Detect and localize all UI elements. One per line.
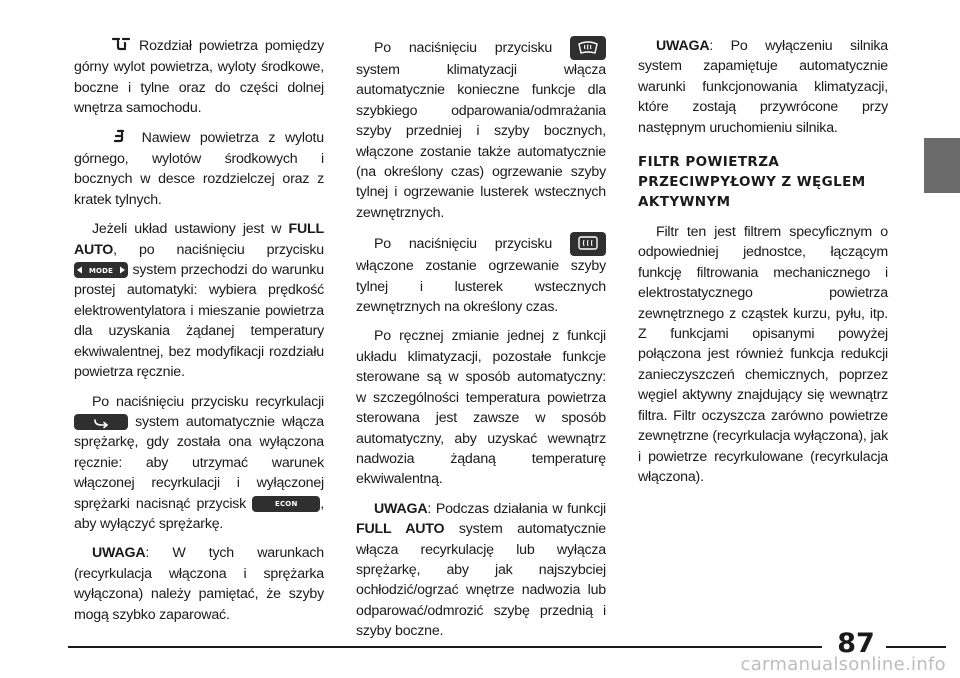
paragraph-defrost-button: Po naciśnięciu przycisku system klimatyzacji włącza automatycznie konieczne funkcje dla szybkiego odparowania/odmrażania szyby przedniej i szyby bocznych, włączone zostanie także automatycznie (na określony czas) ogrzewanie szyby tylnej i ogrzewanie lusterek wstecznych zewnętrznych. [356,36,606,223]
svg-text:MODE: MODE [88,267,114,276]
paragraph-filter: Filtr ten jest filtrem specyficznym o odpowiedniej jednostce, łączącym funkcję filtrowania mechanicznego i elektrostatycznego powietrza zewnętrznego z cząstek kurzu, pyłu, itp. Z funkcjami opisanymi powyżej połączona jest również funkcja redukcji zanieczyszczeń chemicznych, poprzez węgiel aktywny znajdujący się wewnątrz filtra. Filtr oczyszcza zarówno powietrze zewnętrzne (recyrkulacja wyłączona), jak i powietrze recyrkulowane (recyrkulacja włączona). [638,224,888,485]
note-label: UWAGA [92,545,146,562]
paragraph-air-distribution: Rozdział powietrza pomiędzy górny wylot powietrza, wyloty środkowe, boczne i tylne oraz do części dolnej wnętrza samochodu. [74,38,324,117]
footer-rule-left [68,646,822,648]
paragraph-rear-window-heating: Po naciśnięciu przycisku włączone zostanie ogrzewanie szyby tylnej i lusterek wstecznych zewnętrznych na określony czas. [356,232,606,317]
chapter-side-tab [924,138,960,193]
paragraph-note-1: UWAGA: W tych warunkach (recyrkulacja włączona i sprężarka wyłączona) należy pamiętać, że szyby mogą szybko zaparować. [74,545,324,623]
paragraph-manual-change: Po ręcznej zmianie jednej z funkcji układu klimatyzacji, pozostałe funkcje sterowane są w sposób automatyczny: w szczególności temperatura powietrza sterowana jest zawsze w sposób automatyczny, aby uzyskać wewnątrz nadwozia żądaną temperaturę ekwiwalentną. [356,328,606,488]
paragraph-face-airflow: Nawiew powietrza z wylotu górnego, wylotów środkowych i bocznych w desce rozdzielczej oraz z kratek tylnych. [74,129,324,208]
paragraph-recirculation: Po naciśnięciu przycisku recyrkulacji system automatycznie włącza sprężarkę, gdy została ona wyłączona ręcznie: aby utrzymać warunek włączonej recyrkulacji i wyłączonej sprężarki nacisnąć przycisk ECON , aby wyłączyć sprężarkę. [74,393,324,532]
footer-rule-right [886,646,946,648]
text-column-2 [356,36,606,651]
airflow-multi-icon [92,37,132,57]
section-heading: FILTR POWIETRZA PRZECIWPYŁOWY Z WĘGLEM AKTYWNYM [638,154,866,211]
watermark: carmanualsonline.info [740,654,946,675]
rear-window-heating-icon [570,232,606,256]
econ-button[interactable]: ECON [252,496,320,512]
full-auto-label: FULL AUTO [356,521,445,538]
rear-window-heating-button[interactable] [570,232,606,256]
text-column-1 [74,36,324,634]
windscreen-defrost-button[interactable] [570,36,606,60]
note-label: UWAGA [374,500,428,517]
recirculation-button[interactable] [74,414,128,430]
text-column-3 [638,36,888,496]
windscreen-defrost-icon [570,36,606,60]
airflow-face-icon [92,129,132,149]
mode-button[interactable] [74,262,128,278]
page-number: 87 [837,628,875,659]
recirculation-icon [74,414,128,430]
full-auto-label: FULL AUTO [74,221,324,258]
paragraph-mode-button: Jeżeli układ ustawiony jest w FULL AUTO, po naciśnięciu przycisku MODE system przechodzi do warunku prostej automatyki: wybiera prędkość elektrowentylatora i mieszanie powietrza dla uzyskania żądanej temperatury ekwiwalentnej, bez modyfikacji rozdziału powietrza ręcznie. [74,221,324,381]
paragraph-note-3: UWAGA: Po wyłączeniu silnika system zapamiętuje automatycznie warunki funkcjonowania klimatyzacji, które zostają przywrócone przy następnym uruchomieniu silnika. [638,38,888,136]
paragraph-note-2: UWAGA: Podczas działania w funkcji FULL AUTO system automatycznie włącza recyrkulację lub wyłącza sprężarkę, aby jak najszybciej ochłodzić/ogrzać wnętrze nadwozia lub odparować/odmrozić szybę przednią i szyby boczne. [356,500,606,640]
note-label: UWAGA [656,38,710,54]
